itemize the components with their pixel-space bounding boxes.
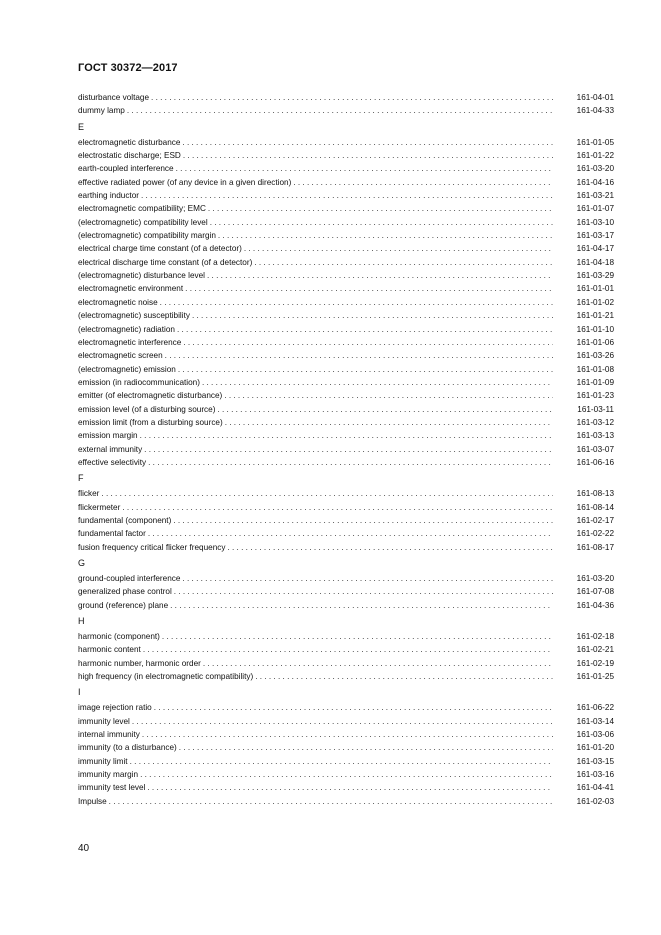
entry-term: electromagnetic environment xyxy=(78,284,184,294)
entry-reference: 161-08-13 xyxy=(576,489,614,499)
entry-term: immunity (to a disturbance) xyxy=(78,743,177,753)
dot-leader xyxy=(109,795,553,808)
entry-reference: 161-04-41 xyxy=(576,783,614,793)
entry-term: harmonic number, harmonic order xyxy=(78,658,201,668)
entry-term: image rejection ratio xyxy=(78,703,152,713)
entry-term: high frequency (in electromagnetic compatibility) xyxy=(78,672,254,682)
index-entry xyxy=(78,768,614,781)
entry-term: electromagnetic interference xyxy=(78,337,182,347)
entry-reference: 161-01-10 xyxy=(576,324,614,334)
entry-term: emission (in radiocommunication) xyxy=(78,377,200,387)
entry-term: immunity level xyxy=(78,716,130,726)
dot-leader xyxy=(148,456,553,469)
dot-leader xyxy=(173,514,553,527)
section-letter: H xyxy=(78,616,85,627)
entry-term: electrical discharge time constant (of a detector) xyxy=(78,257,253,267)
index-entry xyxy=(78,104,614,117)
dot-leader xyxy=(165,349,553,362)
section-letter: F xyxy=(78,473,84,484)
dot-leader xyxy=(130,755,553,768)
entry-term: fusion frequency critical flicker frequency xyxy=(78,542,226,552)
entry-reference: 161-01-02 xyxy=(576,297,614,307)
dot-leader xyxy=(255,670,553,683)
entry-reference: 161-04-36 xyxy=(576,600,614,610)
section-letter: I xyxy=(78,687,81,698)
entry-reference: 161-01-23 xyxy=(576,391,614,401)
dot-leader xyxy=(202,376,553,389)
index-entry xyxy=(78,585,614,598)
dot-leader xyxy=(144,443,553,456)
entry-term: electromagnetic compatibility; EMC xyxy=(78,204,206,214)
index-entry xyxy=(78,216,614,229)
index-entry xyxy=(78,657,614,670)
dot-leader xyxy=(227,541,553,554)
entry-term: electrostatic discharge; ESD xyxy=(78,151,181,161)
dot-leader xyxy=(208,202,553,215)
entry-term: external immunity xyxy=(78,444,143,454)
index-entry xyxy=(78,162,614,175)
entry-reference: 161-08-14 xyxy=(576,502,614,512)
entry-term: ground (reference) plane xyxy=(78,600,169,610)
entry-term: (electromagnetic) susceptibility xyxy=(78,311,190,321)
index-entry xyxy=(78,323,614,336)
entry-reference: 161-01-07 xyxy=(576,204,614,214)
dot-leader xyxy=(182,572,553,585)
dot-leader xyxy=(210,216,553,229)
dot-leader xyxy=(151,91,553,104)
index-entry xyxy=(78,572,614,585)
entry-term: harmonic content xyxy=(78,645,141,655)
section-letter: G xyxy=(78,558,86,568)
index-entry xyxy=(78,728,614,741)
index-entry xyxy=(78,443,614,456)
entry-term: (electromagnetic) radiation xyxy=(78,324,175,334)
index-entry xyxy=(78,670,614,683)
index-entry xyxy=(78,149,614,162)
dot-leader xyxy=(101,487,553,500)
entry-reference: 161-03-15 xyxy=(576,756,614,766)
entry-term: electromagnetic disturbance xyxy=(78,137,181,147)
entry-reference: 161-03-29 xyxy=(576,271,614,281)
entry-reference: 161-01-01 xyxy=(576,284,614,294)
dot-leader xyxy=(203,657,553,670)
dot-leader xyxy=(148,527,553,540)
entry-reference: 161-03-20 xyxy=(576,164,614,174)
index-entry xyxy=(78,741,614,754)
entry-reference: 161-03-11 xyxy=(577,404,614,414)
dot-leader xyxy=(143,643,553,656)
entry-term: immunity margin xyxy=(78,770,139,780)
dot-leader xyxy=(185,282,553,295)
entry-reference: 161-03-13 xyxy=(576,431,614,441)
entry-reference: 161-04-18 xyxy=(576,257,614,267)
entry-term: internal immunity xyxy=(78,730,140,740)
dot-leader xyxy=(127,104,553,117)
entry-reference: 161-03-10 xyxy=(576,217,614,227)
index-entry xyxy=(78,349,614,362)
page-number: 40 xyxy=(78,843,90,854)
index-entry xyxy=(78,643,614,656)
document-header: ГОСТ 30372—2017 xyxy=(78,62,178,74)
entry-term: generalized phase control xyxy=(78,587,172,597)
dot-leader xyxy=(224,389,553,402)
index-entry xyxy=(78,403,614,416)
entry-term: fundamental (component) xyxy=(78,515,172,525)
entry-reference: 161-02-03 xyxy=(576,796,614,806)
entry-reference: 161-01-21 xyxy=(576,311,614,321)
entry-reference: 161-04-33 xyxy=(576,106,614,116)
entry-reference: 161-03-14 xyxy=(576,716,614,726)
dot-leader xyxy=(178,363,553,376)
dot-leader xyxy=(160,296,553,309)
index-entry xyxy=(78,487,614,500)
entry-term: earthing inductor xyxy=(78,191,139,201)
dot-leader xyxy=(140,768,553,781)
index-entry xyxy=(78,701,614,714)
entry-reference: 161-03-07 xyxy=(576,444,614,454)
entry-reference: 161-02-19 xyxy=(576,658,614,668)
entry-reference: 161-03-21 xyxy=(576,191,614,201)
entry-reference: 161-02-22 xyxy=(576,529,614,539)
entry-term: effective selectivity xyxy=(78,457,147,467)
entry-term: (electromagnetic) compatibility margin xyxy=(78,231,216,241)
index-entry xyxy=(78,501,614,514)
index-entry xyxy=(78,755,614,768)
index-entry xyxy=(78,229,614,242)
index-entry xyxy=(78,376,614,389)
dot-leader xyxy=(147,781,553,794)
entry-reference: 161-03-06 xyxy=(576,730,614,740)
entry-term: electrical charge time constant (of a detector) xyxy=(78,244,242,254)
entry-term: Impulse xyxy=(78,796,107,806)
entry-reference: 161-06-22 xyxy=(576,703,614,713)
entry-term: fundamental factor xyxy=(78,529,146,539)
index-entry xyxy=(78,309,614,322)
entry-term: flickermeter xyxy=(78,502,121,512)
dot-leader xyxy=(141,189,553,202)
index-entry xyxy=(78,795,614,808)
index-entry xyxy=(78,599,614,612)
index-entry xyxy=(78,527,614,540)
index-entry xyxy=(78,429,614,442)
entry-reference: 161-01-05 xyxy=(576,137,614,147)
dot-leader xyxy=(174,585,553,598)
entry-term: emission level (of a disturbing source) xyxy=(78,404,216,414)
dot-leader xyxy=(293,176,553,189)
index-entry xyxy=(78,630,614,643)
entry-reference: 161-04-16 xyxy=(576,177,614,187)
entry-term: harmonic (component) xyxy=(78,632,160,642)
index-entry xyxy=(78,136,614,149)
index-entry xyxy=(78,296,614,309)
dot-leader xyxy=(154,701,553,714)
entry-reference: 161-03-16 xyxy=(576,770,614,780)
index-entry xyxy=(78,242,614,255)
entry-reference: 161-03-20 xyxy=(576,574,614,583)
entry-term: earth-coupled interference xyxy=(78,164,174,174)
index-entry xyxy=(78,541,614,554)
index-entry xyxy=(78,389,614,402)
entry-term: flicker xyxy=(78,489,100,499)
entry-term: emission margin xyxy=(78,431,138,441)
entry-reference: 161-07-08 xyxy=(576,587,614,597)
dot-leader xyxy=(170,599,553,612)
dot-leader xyxy=(176,162,553,175)
entry-reference: 161-04-01 xyxy=(576,93,614,102)
entry-reference: 161-08-17 xyxy=(576,542,614,552)
entry-reference: 161-06-16 xyxy=(576,457,614,467)
entry-reference: 161-04-17 xyxy=(576,244,614,254)
index-entry xyxy=(78,176,614,189)
index-entry xyxy=(78,202,614,215)
index-entry xyxy=(78,715,614,728)
entry-reference: 161-02-21 xyxy=(576,645,614,655)
entry-term: emitter (of electromagnetic disturbance) xyxy=(78,391,223,401)
entry-term: emission limit (from a disturbing source) xyxy=(78,417,223,427)
index-entry xyxy=(78,363,614,376)
entry-term: dummy lamp xyxy=(78,106,125,116)
dot-leader xyxy=(142,728,553,741)
entry-reference: 161-01-08 xyxy=(576,364,614,374)
entry-term: electromagnetic screen xyxy=(78,351,163,361)
dot-leader xyxy=(192,309,553,322)
dot-leader xyxy=(179,741,553,754)
index-entry xyxy=(78,189,614,202)
entry-reference: 161-03-12 xyxy=(576,417,614,427)
section-letter: E xyxy=(78,121,85,132)
dot-leader xyxy=(177,323,553,336)
entry-reference: 161-01-22 xyxy=(576,151,614,161)
index-entry xyxy=(78,91,614,104)
dot-leader xyxy=(162,630,553,643)
entry-term: (electromagnetic) compatibility level xyxy=(78,217,208,227)
dot-leader xyxy=(183,336,553,349)
entry-reference: 161-02-17 xyxy=(576,515,614,525)
dot-leader xyxy=(122,501,553,514)
entry-term: (electromagnetic) emission xyxy=(78,364,176,374)
entry-reference: 161-02-18 xyxy=(576,632,614,642)
entry-term: (electromagnetic) disturbance level xyxy=(78,271,205,281)
entry-reference: 161-01-06 xyxy=(576,337,614,347)
dot-leader xyxy=(132,715,553,728)
dot-leader xyxy=(183,149,553,162)
entry-term: electromagnetic noise xyxy=(78,297,158,307)
dot-leader xyxy=(207,269,553,282)
index-entry xyxy=(78,282,614,295)
index-entry xyxy=(78,336,614,349)
entry-term: immunity limit xyxy=(78,756,128,766)
index-entry xyxy=(78,256,614,269)
entry-term: effective radiated power (of any device in a given direction) xyxy=(78,177,292,187)
dot-leader xyxy=(182,136,553,149)
dot-leader xyxy=(225,416,553,429)
entry-term: disturbance voltage xyxy=(78,93,150,102)
entry-term: ground-coupled interference xyxy=(78,574,181,583)
index-entry xyxy=(78,514,614,527)
entry-reference: 161-01-09 xyxy=(576,377,614,387)
dot-leader xyxy=(218,229,553,242)
index-entry xyxy=(78,456,614,469)
dot-leader xyxy=(217,403,553,416)
entry-term: immunity test level xyxy=(78,783,146,793)
entry-reference: 161-01-20 xyxy=(576,743,614,753)
entry-reference: 161-01-25 xyxy=(576,672,614,682)
index-entry xyxy=(78,416,614,429)
dot-leader xyxy=(244,242,553,255)
index-entries xyxy=(78,91,614,808)
entry-reference: 161-03-26 xyxy=(576,351,614,361)
index-entry xyxy=(78,269,614,282)
dot-leader xyxy=(140,429,553,442)
dot-leader xyxy=(254,256,553,269)
entry-reference: 161-03-17 xyxy=(576,231,614,241)
index-entry xyxy=(78,781,614,794)
